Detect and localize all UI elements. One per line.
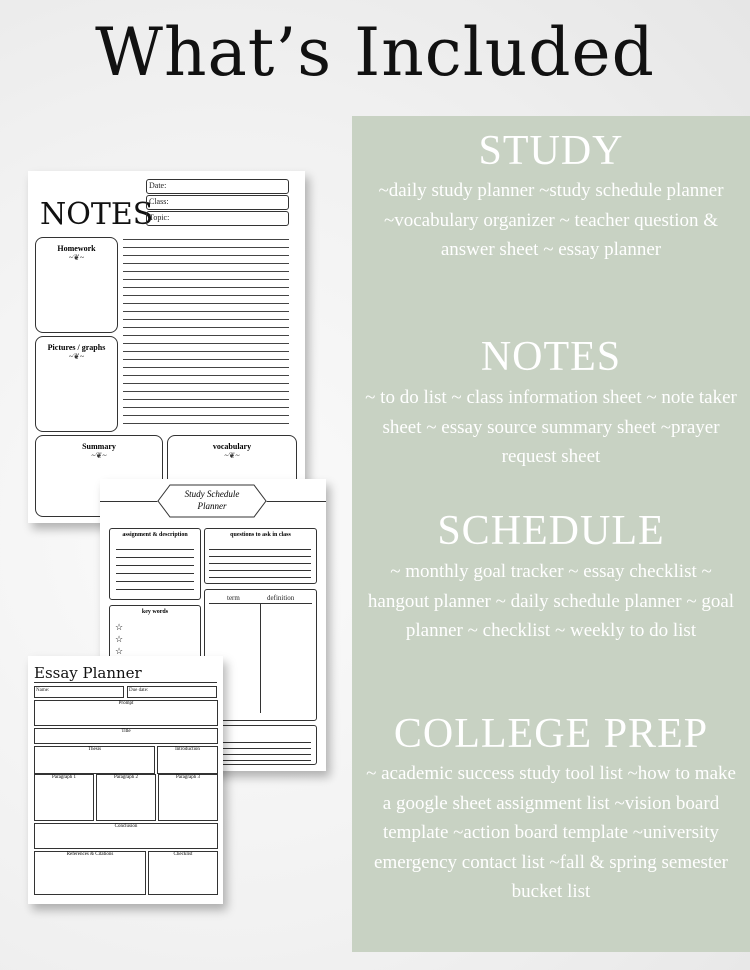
essay-planner-title: Essay Planner [34, 664, 142, 682]
name-field: Name: [34, 686, 124, 698]
summary-box: Summary ~❦~ [35, 435, 163, 517]
references-box: References & Citations [34, 851, 146, 895]
notes-heading: NOTES [480, 334, 622, 380]
schedule-title: Study Schedule Planner [184, 489, 240, 511]
essay-title-box: Title [34, 728, 218, 744]
schedule-heading: SCHEDULE [437, 508, 665, 554]
notes-description: ~ to do list ~ class information sheet ~ note taker sheet ~ essay source summary sheet ~prayer request sheet [365, 387, 737, 467]
notes-sheet-title: NOTES [40, 197, 154, 232]
essay-planner-sheet-preview [28, 656, 223, 904]
paragraph-2-box: Paragraph 2 [96, 774, 156, 821]
conclusion-box: Conclusion [34, 823, 218, 849]
vocabulary-box: vocabulary ~❦~ [167, 435, 297, 517]
class-field: Class: [146, 195, 289, 210]
introduction-box: Introduction [157, 746, 218, 774]
checklist-box: Checklist [148, 851, 218, 895]
paragraph-3-box: Paragraph 3 [158, 774, 218, 821]
term-definition-box: term definition [204, 589, 317, 721]
date-field: Date: [146, 179, 289, 194]
college-prep-heading: COLLEGE PREP [393, 711, 709, 757]
assignment-box: assignment & description [109, 528, 201, 600]
thesis-box: Thesis [34, 746, 155, 774]
questions-box: questions to ask in class [204, 528, 317, 584]
notes-lines [123, 239, 289, 429]
paragraph-1-box: Paragraph 1 [34, 774, 94, 821]
prompt-box: Prompt [34, 700, 218, 726]
study-description: ~daily study planner ~study schedule planner ~vocabulary organizer ~ teacher question & answer sheet ~ essay planner [378, 180, 724, 260]
pictures-box: Pictures / graphs ~❦~ [35, 336, 118, 432]
included-list-panel [352, 116, 750, 952]
college-prep-description: ~ academic success study tool list ~how to make a google sheet assignment list ~vision board template ~action board template ~university emergency contact list ~fall & spring semester bucket list [366, 763, 736, 902]
topic-field: Topic: [146, 211, 289, 226]
page-title: What’s Included [95, 14, 655, 91]
due-date-field: Due date: [127, 686, 217, 698]
study-heading: STUDY [478, 128, 624, 174]
schedule-description: ~ monthly goal tracker ~ essay checklist ~ hangout planner ~ daily schedule planner ~ goal planner ~ checklist ~ weekly to do list [367, 561, 735, 641]
homework-box: Homework ~❦~ [35, 237, 118, 333]
notes-sheet-preview [28, 171, 305, 523]
key-words-box: key words ☆ ☆ ☆ [109, 605, 201, 727]
